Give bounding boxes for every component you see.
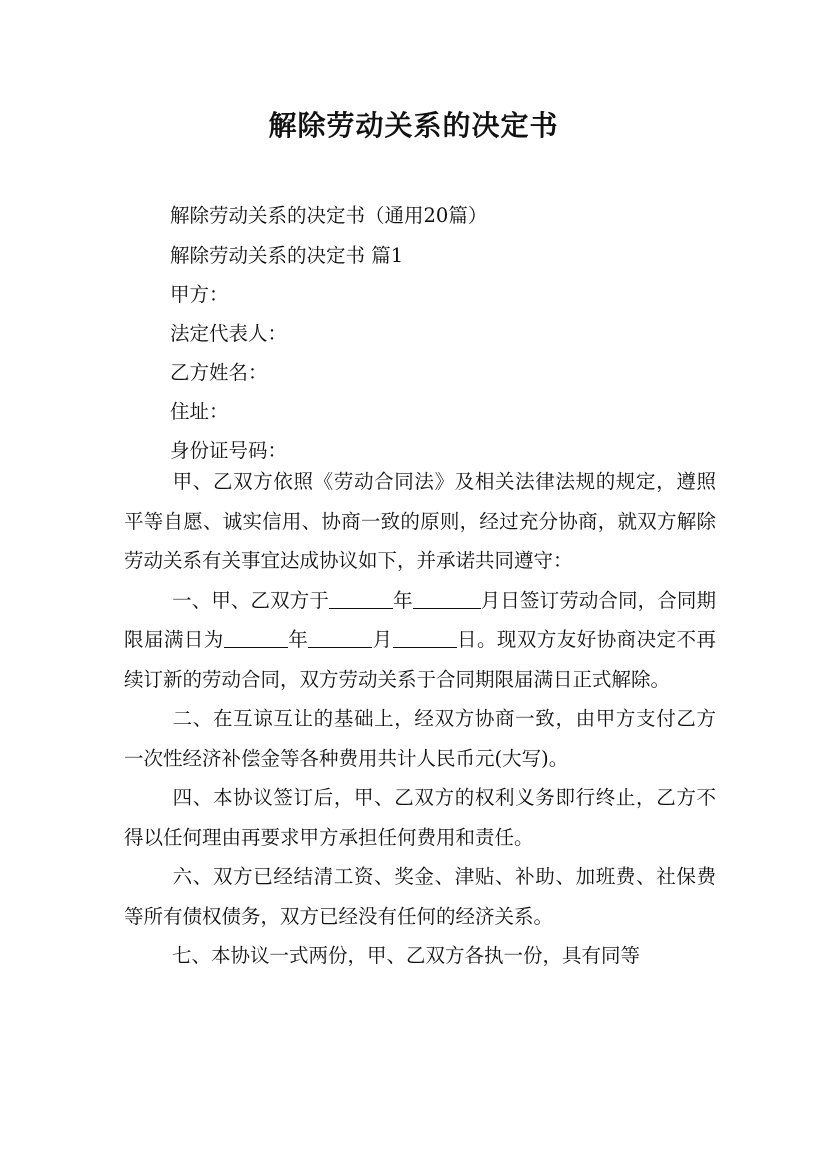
blank-line xyxy=(329,590,393,609)
clause-2-text: 二、在互谅互让的基础上，经双方协商一致，由甲方支付乙方一次性经济补偿金等各种费用共计人民币元(大写)。 xyxy=(124,707,716,770)
clause-1-part3: 月日签订劳动合同，合同期限届满日为 xyxy=(124,588,716,651)
clause-7-text: 七、本协议一式两份，甲、乙双方各执一份，具有同等 xyxy=(172,944,641,967)
intro-paragraph xyxy=(124,462,716,581)
clause-7 xyxy=(124,936,716,976)
clause-1-part4: 年 xyxy=(287,628,309,651)
blank-line xyxy=(413,590,481,609)
field-party-b-name: 乙方姓名： xyxy=(170,361,268,384)
clause-6 xyxy=(124,857,716,936)
document-subtitle: 解除劳动关系的决定书（通用20篇） xyxy=(170,204,488,227)
clause-1-part1: 一、甲、乙双方于 xyxy=(172,588,329,612)
document-body xyxy=(124,462,716,976)
clause-6-text: 六、双方已经结清工资、奖金、津贴、补助、加班费、社保费等所有债权债务，双方已经没有任何的经济关系。 xyxy=(124,865,716,928)
field-legal-rep: 法定代表人： xyxy=(170,322,288,345)
document-title: 解除劳动关系的决定书 xyxy=(268,109,559,142)
blank-line xyxy=(393,629,457,648)
field-address: 住址： xyxy=(170,400,229,423)
section-heading: 解除劳动关系的决定书 篇1 xyxy=(170,244,404,267)
clause-1-part2: 年 xyxy=(392,588,413,612)
clause-4-text: 四、本协议签订后，甲、乙双方的权利义务即行终止，乙方不得以任何理由再要求甲方承担任何费用和责任。 xyxy=(124,786,716,849)
clause-4 xyxy=(124,778,716,857)
clause-1 xyxy=(124,581,716,700)
clause-1-part5: 月 xyxy=(372,628,393,651)
field-id-number: 身份证号码： xyxy=(170,439,288,462)
blank-line xyxy=(224,629,288,648)
blank-line xyxy=(308,629,372,648)
intro-text: 甲、乙双方依照《劳动合同法》及相关法律法规的规定，遵照平等自愿、诚实信用、协商一致的原则，经过充分协商，就双方解除劳动关系有关事宜达成协议如下，并承诺共同遵守： xyxy=(124,470,716,572)
clause-1-part6: 日。现双方友好协商决定不再续订新的劳动合同，双方劳动关系于合同期限届满日正式解除。 xyxy=(124,628,716,691)
field-party-a: 甲方： xyxy=(170,283,229,306)
clause-2 xyxy=(124,699,716,778)
